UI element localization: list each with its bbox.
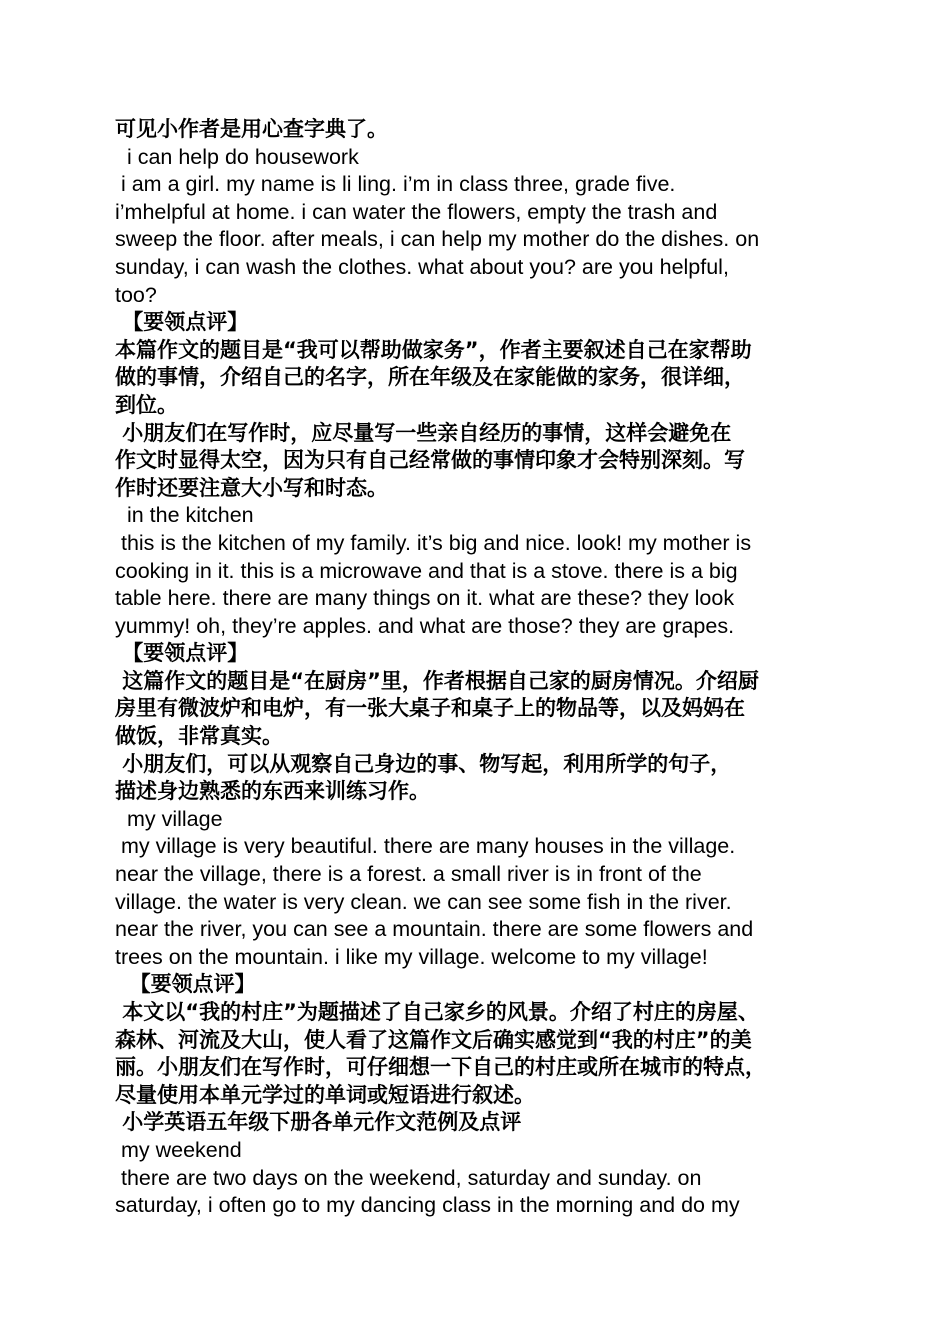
english-text-line: this is the kitchen of my family. it’s big and nice. look! my mother is bbox=[115, 530, 752, 555]
english-text-line: i can help do housework bbox=[115, 144, 359, 169]
chinese-text-line: 可见小作者是用心查字典了。 bbox=[115, 117, 388, 141]
chinese-text-line: 小朋友们，可以从观察自己身边的事、物写起，利用所学的句子， bbox=[115, 751, 732, 776]
english-text-line: table here. there are many things on it. what are these? they look bbox=[115, 586, 735, 611]
english-text-line: village. the water is very clean. we can see some fish in the river. bbox=[115, 889, 732, 914]
english-text-line: saturday, i often go to my dancing class in the morning and do my bbox=[115, 1193, 740, 1218]
english-text-line: i’mhelpful at home. i can water the flowers, empty the trash and bbox=[115, 199, 718, 224]
english-text-line: i am a girl. my name is li ling. i’m in class three, grade five. bbox=[115, 172, 676, 197]
english-text-line: too? bbox=[115, 282, 157, 307]
chinese-text-line: 作文时显得太空，因为只有自己经常做的事情印象才会特别深刻。写 bbox=[115, 448, 745, 473]
english-text-line: trees on the mountain. i like my village. welcome to my village! bbox=[115, 944, 708, 969]
chinese-text-line: 描述身边熟悉的东西来训练习作。 bbox=[115, 779, 430, 804]
chinese-text-line: 【要领点评】 bbox=[115, 310, 249, 335]
english-text-line: cooking in it. this is a microwave and that is a stove. there is a big bbox=[115, 558, 738, 583]
english-text-line: my village is very beautiful. there are many houses in the village. bbox=[115, 834, 736, 859]
english-text-line: sweep the floor. after meals, i can help my mother do the dishes. on bbox=[115, 227, 760, 252]
english-text-line: sunday, i can wash the clothes. what about you? are you helpful, bbox=[115, 254, 729, 279]
english-text-line: my weekend bbox=[115, 1137, 242, 1162]
english-text-line: in the kitchen bbox=[115, 503, 254, 528]
chinese-text-line: 【要领点评】 bbox=[115, 972, 256, 997]
chinese-text-line: 森林、河流及大山，使人看了这篇作文后确实感觉到“我的村庄”的美 bbox=[115, 1027, 752, 1052]
chinese-text-line: 【要领点评】 bbox=[115, 641, 249, 666]
chinese-text-line: 小朋友们在写作时，应尽量写一些亲自经历的事情，这样会避免在 bbox=[115, 420, 732, 445]
chinese-text-line: 做的事情，介绍自己的名字，所在年级及在家能做的家务，很详细， bbox=[115, 365, 745, 390]
english-text-line: near the village, there is a forest. a small river is in front of the bbox=[115, 862, 702, 887]
chinese-text-line: 作时还要注意大小写和时态。 bbox=[115, 475, 388, 500]
english-text-line: my village bbox=[115, 806, 223, 831]
english-text-line: there are two days on the weekend, saturday and sunday. on bbox=[115, 1165, 702, 1190]
chinese-text-line: 本篇作文的题目是“我可以帮助做家务”，作者主要叙述自己在家帮助 bbox=[115, 337, 752, 362]
english-text-line: near the river, you can see a mountain. there are some flowers and bbox=[115, 917, 754, 942]
chinese-text-line: 到位。 bbox=[115, 392, 178, 417]
chinese-text-line: 丽。小朋友们在写作时，可仔细想一下自己的村庄或所在城市的特点， bbox=[115, 1055, 766, 1080]
chinese-text-line: 小学英语五年级下册各单元作文范例及点评 bbox=[115, 1110, 522, 1135]
english-text-line: yummy! oh, they’re apples. and what are those? they are grapes. bbox=[115, 613, 735, 638]
chinese-text-line: 房里有微波炉和电炉，有一张大桌子和桌子上的物品等，以及妈妈在 bbox=[115, 696, 745, 721]
document-page bbox=[115, 116, 845, 1220]
chinese-text-line: 做饭，非常真实。 bbox=[115, 724, 283, 749]
chinese-text-line: 这篇作文的题目是“在厨房”里，作者根据自己家的厨房情况。介绍厨 bbox=[115, 668, 759, 693]
chinese-text-line: 尽量使用本单元学过的单词或短语进行叙述。 bbox=[115, 1082, 535, 1107]
chinese-text-line: 本文以“我的村庄”为题描述了自己家乡的风景。介绍了村庄的房屋、 bbox=[115, 1000, 759, 1024]
